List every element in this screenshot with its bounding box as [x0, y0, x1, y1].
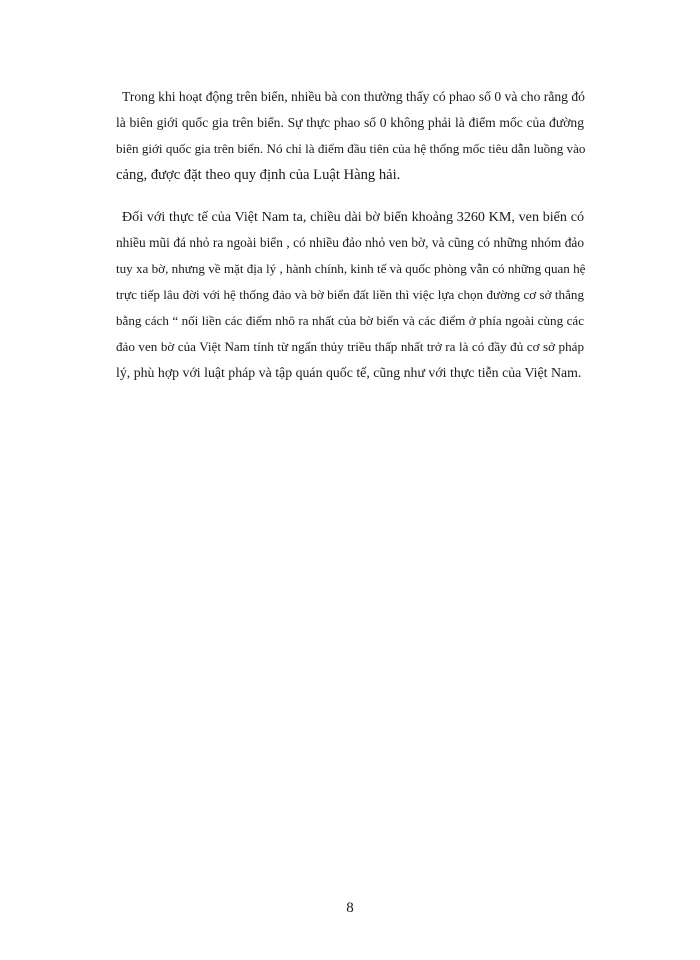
- paragraph-2: [116, 204, 584, 386]
- page-number: 8: [346, 900, 354, 916]
- paragraph-line: biên giới quốc gia trên biển. Nó chỉ là điểm đầu tiên của hệ thống mốc tiêu dẫn luồng vào: [116, 141, 586, 156]
- paragraph-line: nhiều mũi đá nhỏ ra ngoài biển , có nhiều đảo nhỏ ven bờ, và cũng có những nhóm đảo: [116, 235, 584, 250]
- paragraph-line: trực tiếp lâu đời với hệ thống đảo và bờ biển đất liền thì việc lựa chọn đường cơ sở thẳng: [116, 287, 584, 302]
- paragraph-line: Đối với thực tế của Việt Nam ta, chiều dài bờ biển khoảng 3260 KM, ven biển có: [122, 209, 584, 225]
- paragraph-line: lý, phù hợp với luật pháp và tập quán quốc tế, cũng như với thực tiễn của Việt Nam.: [116, 365, 582, 380]
- paragraph-line: bằng cách “ nối liền các điểm nhô ra nhất của bờ biển và các điểm ở phía ngoài cùng các: [116, 313, 584, 328]
- paragraph-line: đảo ven bờ của Việt Nam tính từ ngấn thủy triều thấp nhất trở ra là có đầy đủ cơ sở pháp: [116, 339, 584, 354]
- paragraph-line: là biên giới quốc gia trên biển. Sự thực phao số 0 không phải là điểm mốc của đường: [116, 115, 584, 130]
- paragraph-1: [116, 84, 584, 188]
- paragraph-line: tuy xa bờ, nhưng về mặt địa lý , hành chính, kinh tế và quốc phòng vẫn có những quan hệ: [116, 261, 586, 276]
- paragraph-line: cảng, được đặt theo quy định của Luật Hàng hải.: [116, 167, 401, 183]
- paragraph-line: Trong khi hoạt động trên biển, nhiều bà con thường thấy có phao số 0 và cho rằng đó: [122, 89, 585, 104]
